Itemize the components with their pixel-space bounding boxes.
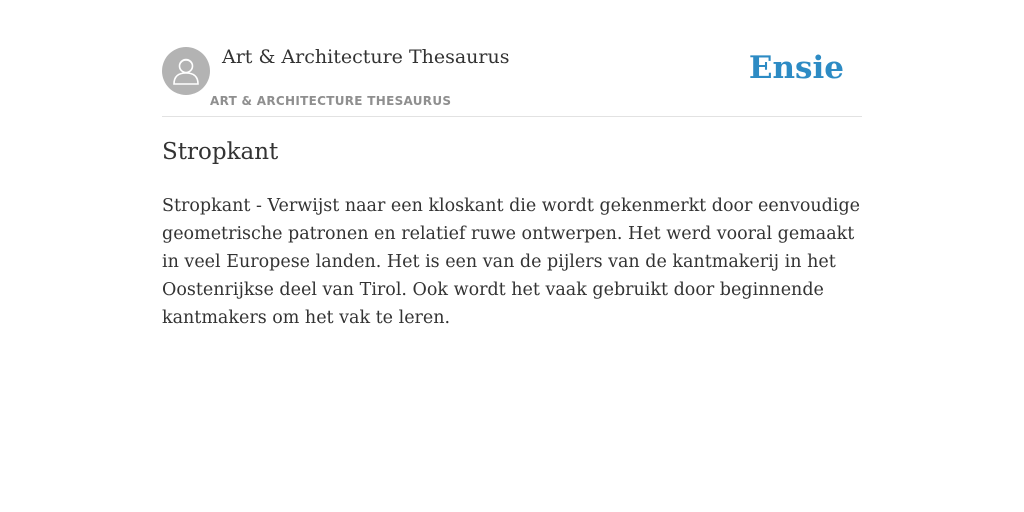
category-label[interactable]: ART & ARCHITECTURE THESAURUS xyxy=(210,94,452,108)
article-body: Stropkant - Verwijst naar een kloskant die wordt gekenmerkt door eenvoudige geometrische patronen en relatief ruwe ontwerpen. Het werd vooral gemaakt in veel Europese landen. Het is een van de pijlers van de kantmakerij in het Oostenrijkse deel van Tirol. Ook wordt het vaak gebruikt door beginnende kantmakers om het vak te leren. xyxy=(162,196,861,328)
author-name[interactable]: Art & Architecture Thesaurus xyxy=(222,46,510,68)
site-logo[interactable]: Ensie xyxy=(748,50,844,86)
avatar[interactable] xyxy=(162,47,210,95)
article-title: Stropkant xyxy=(162,139,279,165)
header xyxy=(162,40,862,117)
user-silhouette-icon xyxy=(162,47,210,95)
